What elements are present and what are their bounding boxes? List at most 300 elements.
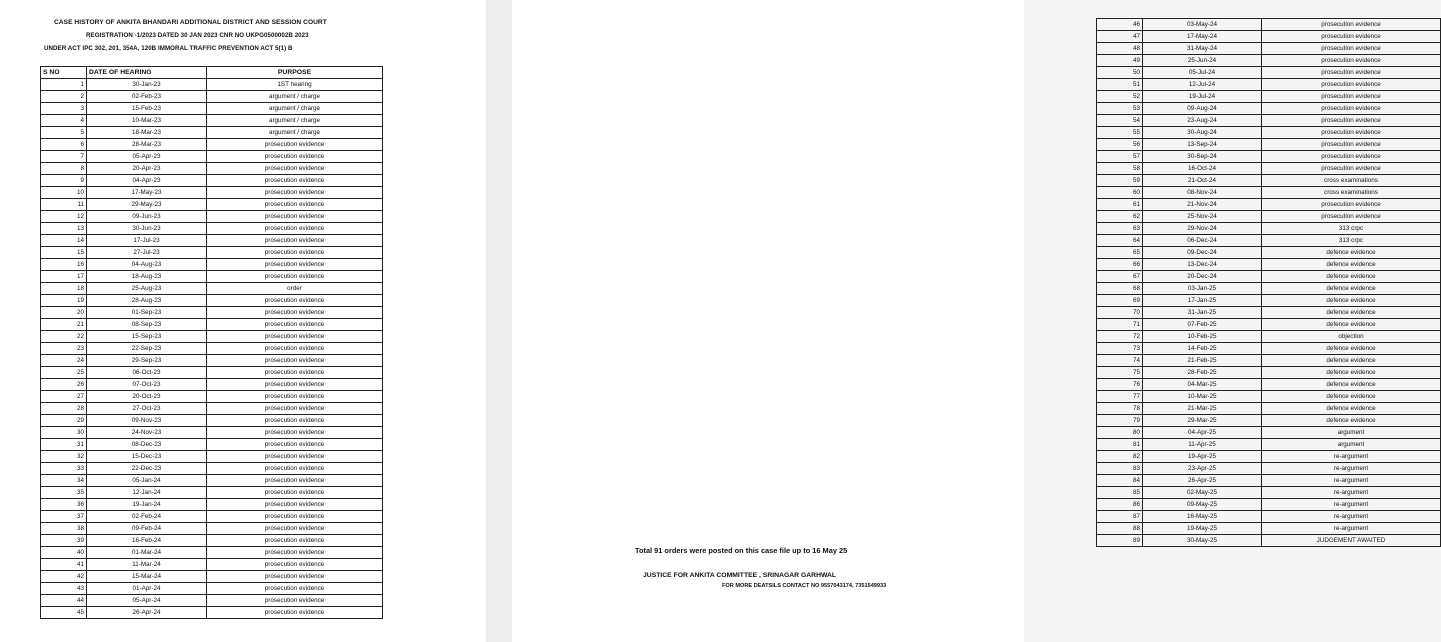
hearing-table-right <box>1096 18 1441 547</box>
row-date: 02-Feb-23 <box>87 91 207 103</box>
table-row <box>41 283 383 295</box>
row-purpose: prosecution evidence <box>207 199 383 211</box>
row-purpose: defence evidence <box>1262 415 1441 427</box>
table-row <box>1097 115 1441 127</box>
table-row <box>41 319 383 331</box>
row-date: 31-May-24 <box>1143 43 1262 55</box>
row-date: 30-May-25 <box>1143 535 1262 547</box>
row-date: 07-Oct-23 <box>87 379 207 391</box>
row-date: 25-Aug-23 <box>87 283 207 295</box>
row-sno: 7 <box>41 151 87 163</box>
table-row <box>1097 487 1441 499</box>
row-date: 10-Mar-25 <box>1143 391 1262 403</box>
row-sno: 27 <box>41 391 87 403</box>
table-row <box>1097 391 1441 403</box>
row-purpose: prosecution evidence <box>207 235 383 247</box>
table-row <box>41 403 383 415</box>
row-sno: 61 <box>1097 199 1143 211</box>
table-row <box>1097 439 1441 451</box>
row-purpose: prosecution evidence <box>207 295 383 307</box>
row-sno: 8 <box>41 163 87 175</box>
row-sno: 3 <box>41 103 87 115</box>
row-date: 21-Oct-24 <box>1143 175 1262 187</box>
contact-line: FOR MORE DEATSILS CONTACT NO 9557043174, 7351549933 <box>722 583 887 589</box>
row-date: 18-Mar-23 <box>87 127 207 139</box>
total-orders-note: Total 91 orders were posted on this case file up to 16 May 25 <box>635 546 848 555</box>
row-purpose: re-argument <box>1262 511 1441 523</box>
row-date: 30-Jun-23 <box>87 223 207 235</box>
table-row <box>1097 223 1441 235</box>
row-purpose: prosecution evidence <box>207 139 383 151</box>
row-sno: 25 <box>41 367 87 379</box>
table-row <box>41 475 383 487</box>
committee-name: JUSTICE FOR ANKITA COMMITTEE , SRINAGAR GARHWAL <box>643 572 837 579</box>
row-purpose: prosecution evidence <box>207 223 383 235</box>
row-sno: 76 <box>1097 379 1143 391</box>
table-row <box>1097 283 1441 295</box>
row-date: 03-May-24 <box>1143 19 1262 31</box>
row-date: 29-Sep-23 <box>87 355 207 367</box>
table-row <box>1097 535 1441 547</box>
row-purpose: defence evidence <box>1262 391 1441 403</box>
row-purpose: prosecution evidence <box>207 175 383 187</box>
row-sno: 82 <box>1097 451 1143 463</box>
row-sno: 26 <box>41 379 87 391</box>
row-purpose: prosecution evidence <box>1262 19 1441 31</box>
row-sno: 89 <box>1097 535 1143 547</box>
row-purpose: prosecution evidence <box>207 535 383 547</box>
row-sno: 40 <box>41 547 87 559</box>
row-purpose: JUDGEMENT AWAITED <box>1262 535 1441 547</box>
table-row <box>1097 427 1441 439</box>
row-purpose: prosecution evidence <box>207 331 383 343</box>
page-gutter <box>486 0 512 642</box>
row-sno: 55 <box>1097 127 1143 139</box>
document-title: CASE HISTORY OF ANKITA BHANDARI ADDITIONAL DISTRICT AND SESSION COURT <box>54 19 327 26</box>
table-row <box>1097 175 1441 187</box>
row-sno: 29 <box>41 415 87 427</box>
table-row <box>1097 67 1441 79</box>
row-date: 01-Sep-23 <box>87 307 207 319</box>
row-purpose: prosecution evidence <box>207 211 383 223</box>
row-purpose: prosecution evidence <box>207 391 383 403</box>
table-row <box>1097 355 1441 367</box>
row-date: 27-Jul-23 <box>87 247 207 259</box>
row-sno: 84 <box>1097 475 1143 487</box>
row-sno: 4 <box>41 115 87 127</box>
row-purpose: prosecution evidence <box>207 595 383 607</box>
row-date: 05-Apr-23 <box>87 151 207 163</box>
row-date: 29-Mar-25 <box>1143 415 1262 427</box>
row-date: 16-Feb-24 <box>87 535 207 547</box>
row-sno: 56 <box>1097 139 1143 151</box>
table-row <box>41 439 383 451</box>
row-purpose: defence evidence <box>1262 343 1441 355</box>
row-sno: 50 <box>1097 67 1143 79</box>
table-row <box>41 307 383 319</box>
row-sno: 78 <box>1097 403 1143 415</box>
row-date: 05-Jan-24 <box>87 475 207 487</box>
row-date: 01-Mar-24 <box>87 547 207 559</box>
row-sno: 86 <box>1097 499 1143 511</box>
row-purpose: re-argument <box>1262 523 1441 535</box>
table-row <box>41 235 383 247</box>
row-purpose: defence evidence <box>1262 295 1441 307</box>
row-purpose: prosecution evidence <box>207 271 383 283</box>
row-date: 28-Feb-25 <box>1143 367 1262 379</box>
row-date: 26-Apr-25 <box>1143 475 1262 487</box>
row-purpose: prosecution evidence <box>207 547 383 559</box>
row-purpose: cross examinations <box>1262 187 1441 199</box>
table-row <box>41 463 383 475</box>
row-sno: 32 <box>41 451 87 463</box>
table-row <box>41 535 383 547</box>
row-sno: 53 <box>1097 103 1143 115</box>
row-sno: 73 <box>1097 343 1143 355</box>
table-row <box>41 391 383 403</box>
row-date: 08-Nov-24 <box>1143 187 1262 199</box>
table-row <box>1097 31 1441 43</box>
row-purpose: prosecution evidence <box>207 151 383 163</box>
row-sno: 37 <box>41 511 87 523</box>
row-date: 13-Sep-24 <box>1143 139 1262 151</box>
registration-line: REGISTRATION -1/2023 DATED 30 JAN 2023 CNR NO UKPG0500002B 2023 <box>86 32 309 39</box>
row-sno: 16 <box>41 259 87 271</box>
table-row <box>41 487 383 499</box>
row-sno: 48 <box>1097 43 1143 55</box>
table-row <box>41 571 383 583</box>
row-sno: 49 <box>1097 55 1143 67</box>
row-sno: 68 <box>1097 283 1143 295</box>
table-row <box>41 331 383 343</box>
row-purpose: prosecution evidence <box>1262 55 1441 67</box>
hearing-table-left <box>40 66 383 619</box>
row-sno: 65 <box>1097 247 1143 259</box>
row-sno: 59 <box>1097 175 1143 187</box>
table-row <box>1097 343 1441 355</box>
row-date: 27-Oct-23 <box>87 403 207 415</box>
row-date: 04-Aug-23 <box>87 259 207 271</box>
row-sno: 80 <box>1097 427 1143 439</box>
row-date: 25-Nov-24 <box>1143 211 1262 223</box>
row-sno: 18 <box>41 283 87 295</box>
table-row <box>41 415 383 427</box>
row-purpose: prosecution evidence <box>207 415 383 427</box>
row-sno: 6 <box>41 139 87 151</box>
header-sno: S NO <box>41 67 87 79</box>
row-purpose: re-argument <box>1262 487 1441 499</box>
row-sno: 67 <box>1097 271 1143 283</box>
table-row <box>41 607 383 619</box>
table-row <box>1097 415 1441 427</box>
row-purpose: prosecution evidence <box>207 355 383 367</box>
row-purpose: prosecution evidence <box>207 259 383 271</box>
table-row <box>1097 307 1441 319</box>
row-purpose: prosecution evidence <box>1262 151 1441 163</box>
row-sno: 44 <box>41 595 87 607</box>
table-row <box>1097 475 1441 487</box>
row-sno: 19 <box>41 295 87 307</box>
table-row <box>41 559 383 571</box>
row-date: 09-Aug-24 <box>1143 103 1262 115</box>
row-purpose: order <box>207 283 383 295</box>
table-row <box>41 211 383 223</box>
row-purpose: prosecution evidence <box>207 319 383 331</box>
row-purpose: prosecution evidence <box>1262 31 1441 43</box>
row-sno: 5 <box>41 127 87 139</box>
row-purpose: defence evidence <box>1262 319 1441 331</box>
row-purpose: prosecution evidence <box>207 427 383 439</box>
row-purpose: prosecution evidence <box>207 571 383 583</box>
row-date: 23-Aug-24 <box>1143 115 1262 127</box>
row-sno: 72 <box>1097 331 1143 343</box>
row-purpose: argument / charge <box>207 127 383 139</box>
row-date: 19-Jul-24 <box>1143 91 1262 103</box>
table-header-row <box>41 67 383 79</box>
row-date: 28-Mar-23 <box>87 139 207 151</box>
row-date: 28-Aug-23 <box>87 295 207 307</box>
row-date: 04-Apr-25 <box>1143 427 1262 439</box>
table-row <box>1097 163 1441 175</box>
table-row <box>41 595 383 607</box>
row-date: 21-Mar-25 <box>1143 403 1262 415</box>
row-sno: 57 <box>1097 151 1143 163</box>
row-sno: 87 <box>1097 511 1143 523</box>
table-row <box>1097 319 1441 331</box>
table-row <box>41 103 383 115</box>
table-row <box>1097 55 1441 67</box>
row-date: 19-Jan-24 <box>87 499 207 511</box>
row-date: 01-Apr-24 <box>87 583 207 595</box>
row-sno: 88 <box>1097 523 1143 535</box>
row-sno: 83 <box>1097 463 1143 475</box>
row-date: 29-May-23 <box>87 199 207 211</box>
table-row <box>1097 259 1441 271</box>
row-date: 16-May-25 <box>1143 511 1262 523</box>
table-row <box>41 79 383 91</box>
under-act-line: UNDER ACT IPC 302, 201, 354A, 120B IMMORAL TRAFFIC PREVENTION ACT 5(1) B <box>44 45 293 52</box>
row-date: 09-Feb-24 <box>87 523 207 535</box>
row-purpose: prosecution evidence <box>207 463 383 475</box>
row-sno: 45 <box>41 607 87 619</box>
row-date: 11-Apr-25 <box>1143 439 1262 451</box>
row-purpose: objection <box>1262 331 1441 343</box>
row-sno: 41 <box>41 559 87 571</box>
row-purpose: prosecution evidence <box>207 367 383 379</box>
row-sno: 69 <box>1097 295 1143 307</box>
table-row <box>41 115 383 127</box>
row-date: 20-Apr-23 <box>87 163 207 175</box>
row-sno: 70 <box>1097 307 1143 319</box>
row-date: 09-Jun-23 <box>87 211 207 223</box>
table-row <box>1097 127 1441 139</box>
row-purpose: defence evidence <box>1262 259 1441 271</box>
row-purpose: prosecution evidence <box>207 499 383 511</box>
row-purpose: defence evidence <box>1262 271 1441 283</box>
row-date: 21-Feb-25 <box>1143 355 1262 367</box>
row-purpose: defence evidence <box>1262 367 1441 379</box>
row-purpose: argument / charge <box>207 103 383 115</box>
row-date: 04-Apr-23 <box>87 175 207 187</box>
header-purpose: PURPOSE <box>207 67 383 79</box>
row-sno: 63 <box>1097 223 1143 235</box>
row-sno: 15 <box>41 247 87 259</box>
row-sno: 66 <box>1097 259 1143 271</box>
row-sno: 47 <box>1097 31 1143 43</box>
row-date: 23-Apr-25 <box>1143 463 1262 475</box>
table-row <box>41 199 383 211</box>
table-row <box>41 355 383 367</box>
table-row <box>1097 103 1441 115</box>
row-purpose: prosecution evidence <box>1262 163 1441 175</box>
row-purpose: 313 crpc <box>1262 235 1441 247</box>
row-purpose: defence evidence <box>1262 307 1441 319</box>
row-date: 26-Apr-24 <box>87 607 207 619</box>
row-sno: 74 <box>1097 355 1143 367</box>
row-sno: 31 <box>41 439 87 451</box>
row-date: 30-Sep-24 <box>1143 151 1262 163</box>
row-date: 11-Mar-24 <box>87 559 207 571</box>
table-row <box>1097 463 1441 475</box>
row-sno: 1 <box>41 79 87 91</box>
row-sno: 30 <box>41 427 87 439</box>
row-date: 19-Apr-25 <box>1143 451 1262 463</box>
row-purpose: prosecution evidence <box>207 451 383 463</box>
table-row <box>41 247 383 259</box>
row-sno: 51 <box>1097 79 1143 91</box>
row-date: 15-Feb-23 <box>87 103 207 115</box>
row-date: 15-Sep-23 <box>87 331 207 343</box>
row-date: 30-Jan-23 <box>87 79 207 91</box>
row-sno: 54 <box>1097 115 1143 127</box>
row-date: 13-Dec-24 <box>1143 259 1262 271</box>
row-purpose: prosecution evidence <box>1262 43 1441 55</box>
table-row <box>41 91 383 103</box>
row-purpose: defence evidence <box>1262 355 1441 367</box>
row-purpose: prosecution evidence <box>207 487 383 499</box>
row-sno: 81 <box>1097 439 1143 451</box>
row-sno: 12 <box>41 211 87 223</box>
row-purpose: prosecution evidence <box>207 163 383 175</box>
table-row <box>41 151 383 163</box>
row-purpose: cross examinations <box>1262 175 1441 187</box>
row-sno: 33 <box>41 463 87 475</box>
row-purpose: prosecution evidence <box>207 343 383 355</box>
right-page <box>512 0 1386 642</box>
row-date: 19-May-25 <box>1143 523 1262 535</box>
row-date: 20-Oct-23 <box>87 391 207 403</box>
row-purpose: prosecution evidence <box>207 559 383 571</box>
row-date: 25-Jun-24 <box>1143 55 1262 67</box>
row-sno: 52 <box>1097 91 1143 103</box>
row-sno: 58 <box>1097 163 1143 175</box>
table-row <box>1097 499 1441 511</box>
table-row <box>1097 451 1441 463</box>
row-sno: 10 <box>41 187 87 199</box>
table-row <box>41 163 383 175</box>
row-sno: 38 <box>41 523 87 535</box>
table-row <box>41 379 383 391</box>
row-date: 06-Oct-23 <box>87 367 207 379</box>
row-date: 17-Jul-23 <box>87 235 207 247</box>
table-row <box>1097 523 1441 535</box>
table-row <box>41 511 383 523</box>
table-row <box>1097 331 1441 343</box>
row-date: 21-Nov-24 <box>1143 199 1262 211</box>
table-row <box>41 295 383 307</box>
row-date: 22-Dec-23 <box>87 463 207 475</box>
row-purpose: prosecution evidence <box>207 607 383 619</box>
row-sno: 13 <box>41 223 87 235</box>
row-purpose: defence evidence <box>1262 247 1441 259</box>
row-sno: 39 <box>41 535 87 547</box>
row-date: 02-Feb-24 <box>87 511 207 523</box>
row-date: 03-Jan-25 <box>1143 283 1262 295</box>
row-date: 18-Aug-23 <box>87 271 207 283</box>
table-row <box>41 175 383 187</box>
table-row <box>1097 367 1441 379</box>
table-row <box>41 139 383 151</box>
row-purpose: prosecution evidence <box>1262 115 1441 127</box>
row-sno: 9 <box>41 175 87 187</box>
row-date: 17-May-24 <box>1143 31 1262 43</box>
row-date: 08-Dec-23 <box>87 439 207 451</box>
row-sno: 46 <box>1097 19 1143 31</box>
row-date: 10-Feb-25 <box>1143 331 1262 343</box>
row-sno: 79 <box>1097 415 1143 427</box>
table-row <box>41 271 383 283</box>
table-row <box>41 127 383 139</box>
row-sno: 2 <box>41 91 87 103</box>
row-sno: 24 <box>41 355 87 367</box>
table-row <box>41 343 383 355</box>
row-purpose: prosecution evidence <box>207 379 383 391</box>
row-date: 07-Feb-25 <box>1143 319 1262 331</box>
row-purpose: argument <box>1262 427 1441 439</box>
table-row <box>41 451 383 463</box>
row-purpose: prosecution evidence <box>1262 79 1441 91</box>
table-row <box>1097 247 1441 259</box>
row-sno: 34 <box>41 475 87 487</box>
row-sno: 28 <box>41 403 87 415</box>
row-sno: 17 <box>41 271 87 283</box>
row-purpose: defence evidence <box>1262 403 1441 415</box>
row-purpose: prosecution evidence <box>1262 67 1441 79</box>
table-row <box>1097 79 1441 91</box>
row-sno: 62 <box>1097 211 1143 223</box>
table-row <box>1097 139 1441 151</box>
table-row <box>41 427 383 439</box>
row-purpose: 313 crpc <box>1262 223 1441 235</box>
row-purpose: prosecution evidence <box>1262 139 1441 151</box>
table-row <box>41 259 383 271</box>
table-row <box>1097 403 1441 415</box>
row-purpose: prosecution evidence <box>1262 103 1441 115</box>
row-date: 05-Apr-24 <box>87 595 207 607</box>
row-date: 09-Nov-23 <box>87 415 207 427</box>
table-row <box>41 523 383 535</box>
row-date: 15-Mar-24 <box>87 571 207 583</box>
header-date: DATE OF HEARING <box>87 67 207 79</box>
table-row <box>1097 511 1441 523</box>
row-sno: 42 <box>41 571 87 583</box>
left-page <box>0 0 486 642</box>
row-date: 20-Dec-24 <box>1143 271 1262 283</box>
table-row <box>1097 211 1441 223</box>
row-sno: 64 <box>1097 235 1143 247</box>
row-purpose: defence evidence <box>1262 379 1441 391</box>
row-sno: 14 <box>41 235 87 247</box>
